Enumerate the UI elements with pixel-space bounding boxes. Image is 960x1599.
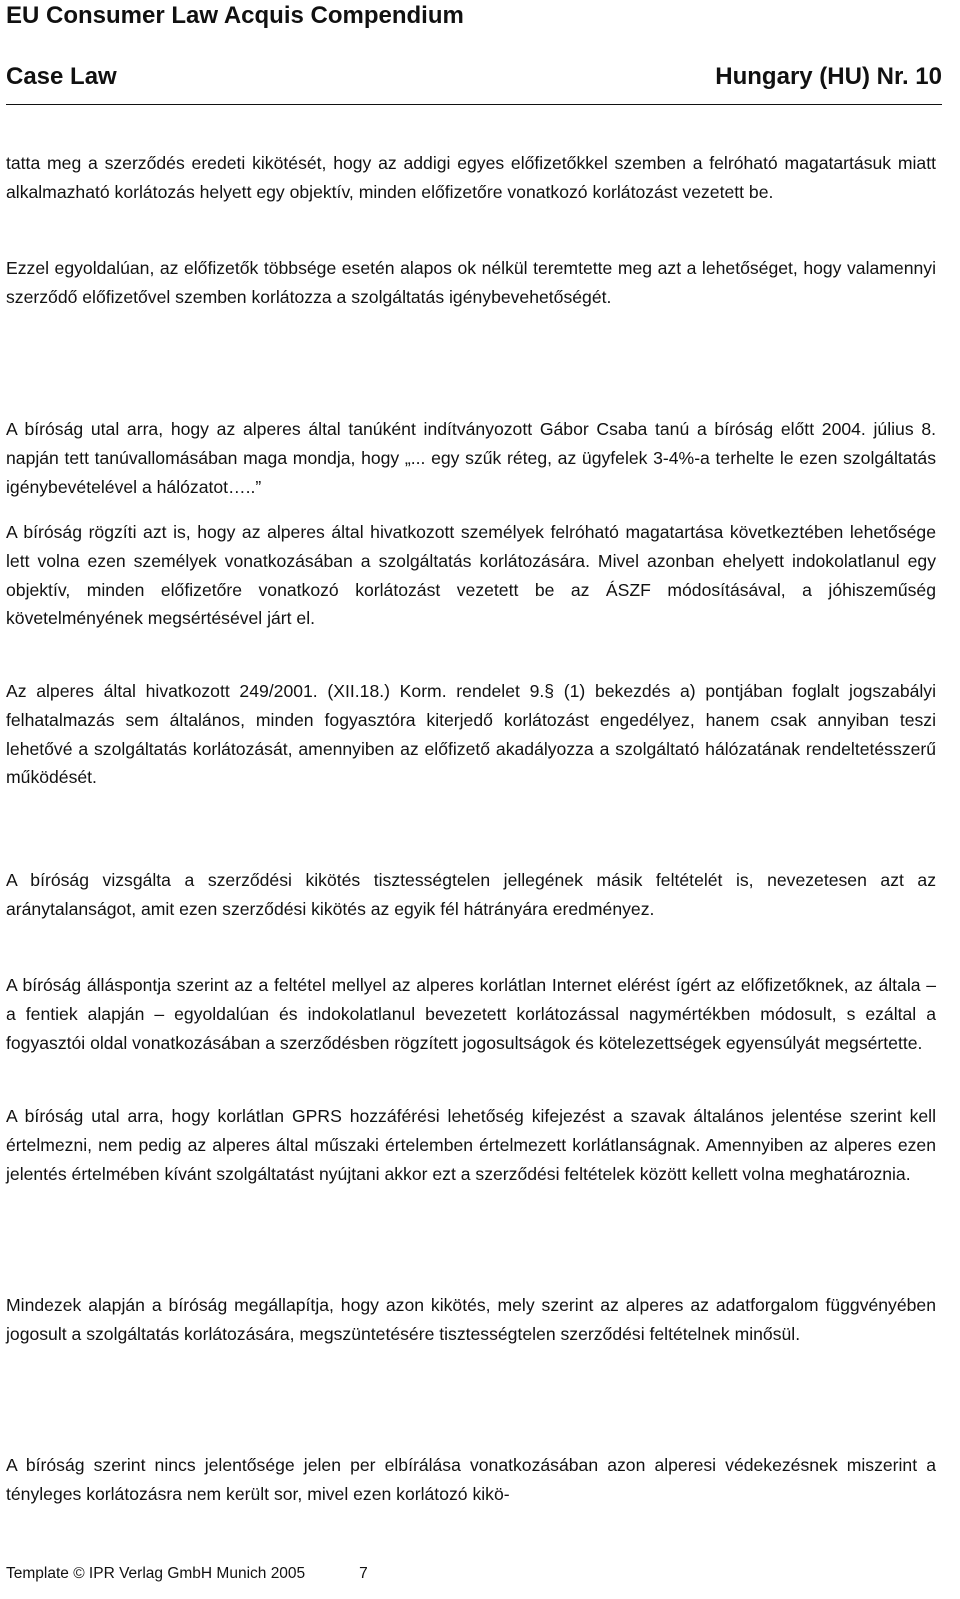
header-divider <box>6 104 942 105</box>
page-footer <box>6 1564 368 1584</box>
paragraph: A bíróság álláspontja szerint az a feltétel mellyel az alperes korlátlan Internet elérést ígért az előfizetőknek, az általa – a fentiek alapján – egyoldalúan és indokolatlanul bevezetett korlátozással nagymértékben módosult, s ezáltal a fogyasztói oldal vonatkozásában a szerződésben rögzített jogosultságok és kötelezettségek egyensúlyát megsértette. <box>6 975 936 1053</box>
paragraph: A bíróság rögzíti azt is, hogy az alperes által hivatkozott személyek felróható magatartása következtében lehetősége lett volna ezen személyek vonatkozásában a szolgáltatás korlátozására. Mivel azonban ehelyett indokolatlanul egy objektív, minden előfizetőre vonatkozó korlátozást vezetett be az ÁSZF módosításával, a jóhiszeműség követelményének megsértésével járt el. <box>6 522 936 629</box>
paragraph: A bíróság utal arra, hogy az alperes által tanúként indítványozott Gábor Csaba tanú a bíróság előtt 2004. július 8. napján tett tanúvallomásában maga mondja, hogy „... egy szűk réteg, az ügyfelek 3-4%-a terhelte le ezen szolgáltatás igénybevételével a hálózatot…..” <box>6 419 936 497</box>
paragraph: A bíróság szerint nincs jelentősége jelen per elbírálása vonatkozásában azon alperesi védekezésnek miszerint a tényleges korlátozásra nem került sor, mivel ezen korlátozó kikö- <box>6 1455 936 1504</box>
paragraph: A bíróság vizsgálta a szerződési kikötés tisztességtelen jellegének másik feltételét is, nevezetesen azt az aránytalanságot, amit ezen szerződési kikötés az egyik fél hátrányára eredményez. <box>6 870 936 919</box>
paragraph: Mindezek alapján a bíróság megállapítja, hogy azon kikötés, mely szerint az alperes az adatforgalom függvényében jogosult a szolgáltatás korlátozására, megszüntetésére tisztességtelen szerződési feltételnek minősül. <box>6 1295 936 1344</box>
paragraph: tatta meg a szerződés eredeti kikötését, hogy az addigi egyes előfizetőkkel szemben a felróható magatartásuk miatt alkalmazható korlátozás helyett egy objektív, minden előfizetőre vonatkozó korlátozást vezetett be. <box>6 153 936 202</box>
section-label: Case Law <box>6 63 117 90</box>
paragraph: Az alperes által hivatkozott 249/2001. (XII.18.) Korm. rendelet 9.§ (1) bekezdés a) pontjában foglalt jogszabályi felhatalmazás sem általános, minden fogyasztóra kiterjedő korlátozást engedélyez, hanem csak annyiban teszi lehetővé a szolgáltatás korlátozását, amennyiben az előfizető akadályozza a szolgáltató hálózatának rendeltetésszerű működését. <box>6 681 936 788</box>
paragraph: A bíróság utal arra, hogy korlátlan GPRS hozzáférési lehetőség kifejezést a szavak általános jelentése szerint kell értelmezni, nem pedig az alperes által műszaki értelemben értelmezett korlátlanságnak. Amennyiben az alperes ezen jelentés értelmében kívánt szolgáltatást nyújtani akkor ezt a szerződési feltételek között kellett volna meghatároznia. <box>6 1106 936 1184</box>
footer-copyright: Template © IPR Verlag GmbH Munich 2005 <box>6 1565 306 1582</box>
page-number: 7 <box>359 1565 368 1582</box>
compendium-title: EU Consumer Law Acquis Compendium <box>6 2 464 29</box>
paragraph: Ezzel egyoldalúan, az előfizetők többsége esetén alapos ok nélkül teremtette meg azt a lehetőséget, hogy valamennyi szerződő előfizetővel szemben korlátozza a szolgáltatás igénybevehetőségét. <box>6 258 936 307</box>
country-label: Hungary (HU) Nr. 10 <box>715 63 942 90</box>
